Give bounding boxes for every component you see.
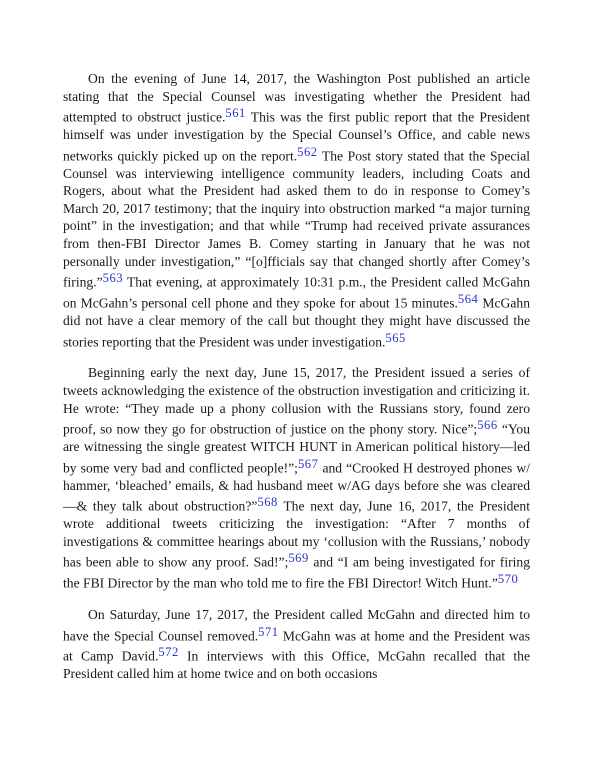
text-segment: “You are witnessing the single greatest WITCH HUNT in American political history—led by some very bad and conflicted people!”; [63, 421, 531, 475]
footnote-ref-570[interactable]: 570 [497, 572, 519, 587]
paragraph-june-15-16-tweets [63, 364, 530, 592]
text-segment: This was the first public report that the President himself was under investigation by the Special Counsel’s Office, and cable news networks quickly picked up on the report. [63, 109, 531, 163]
text-segment: That evening, at approximately 10:31 p.m., the President called McGahn on McGahn’s personal cell phone and they spoke for about 15 minutes. [63, 274, 530, 311]
footnote-ref-567[interactable]: 567 [297, 456, 319, 471]
footnote-ref-561[interactable]: 561 [225, 106, 246, 121]
paragraph-june-14 [63, 70, 530, 350]
text-segment: In interviews with this Office, McGahn recalled that the President called him at home twice and on both occasions [63, 648, 531, 682]
text-segment: On the evening of June 14, 2017, the Washington Post published an article stating that the Special Counsel was investigating whether the President had attempted to obstruct justice. [63, 71, 530, 125]
text-segment: McGahn was at home and the President was at Camp David. [63, 627, 530, 664]
footnote-ref-562[interactable]: 562 [297, 144, 318, 159]
footnote-ref-568[interactable]: 568 [257, 495, 278, 510]
paragraph-june-17 [63, 606, 530, 683]
text-segment: and “Crooked H destroyed phones w/ hammer, ‘bleached’ emails, & had husband meet w/AG days before she was cleared—& they talk about obstruction?” [63, 459, 530, 514]
text-segment: The next day, June 16, 2017, the President wrote additional tweets criticizing the investigation: “After 7 months of investigations & committee hearings about my ‘collusion with the Russians,’ nobody has been able to show any proof. Sad!”; [63, 498, 530, 570]
text-segment: Beginning early the next day, June 15, 2017, the President issued a series of tweets acknowledging the existence of the obstruction investigation and criticizing it. He wrote: “They made up a phony collusion with the Russians story, found zero proof, so now they go for obstruction of justice on the phony story. Nice”; [63, 365, 530, 437]
footnote-ref-564[interactable]: 564 [457, 292, 479, 307]
footnote-ref-569[interactable]: 569 [288, 551, 309, 566]
text-segment: McGahn did not have a clear memory of the call but thought they might have discussed the stories reporting that the President was under investigation. [63, 295, 530, 349]
text-segment: The Post story stated that the Special Counsel was interviewing intelligence community leaders, including Coats and Rogers, about what the President had asked them to do in response to Comey’s March 20, 2017 testimony; that the inquiry into obstruction marked “a major turning point” in the investigation; and that while “Trump had received private assurances from then-FBI Director James B. Comey starting in January that he was not personally under investigation,” “[o]fficials say that changed shortly after Comey’s firing.” [63, 147, 531, 290]
text-segment: On Saturday, June 17, 2017, the President called McGahn and directed him to have the Special Counsel removed. [63, 607, 530, 643]
footnote-ref-563[interactable]: 563 [102, 271, 124, 286]
text-segment: and “I am being investigated for firing the FBI Director by the man who told me to fire the FBI Director! Witch Hunt.” [63, 554, 530, 591]
footnote-ref-571[interactable]: 571 [258, 624, 279, 639]
footnote-ref-572[interactable]: 572 [158, 645, 179, 660]
footnote-ref-566[interactable]: 566 [477, 418, 498, 433]
footnote-ref-565[interactable]: 565 [385, 330, 406, 345]
